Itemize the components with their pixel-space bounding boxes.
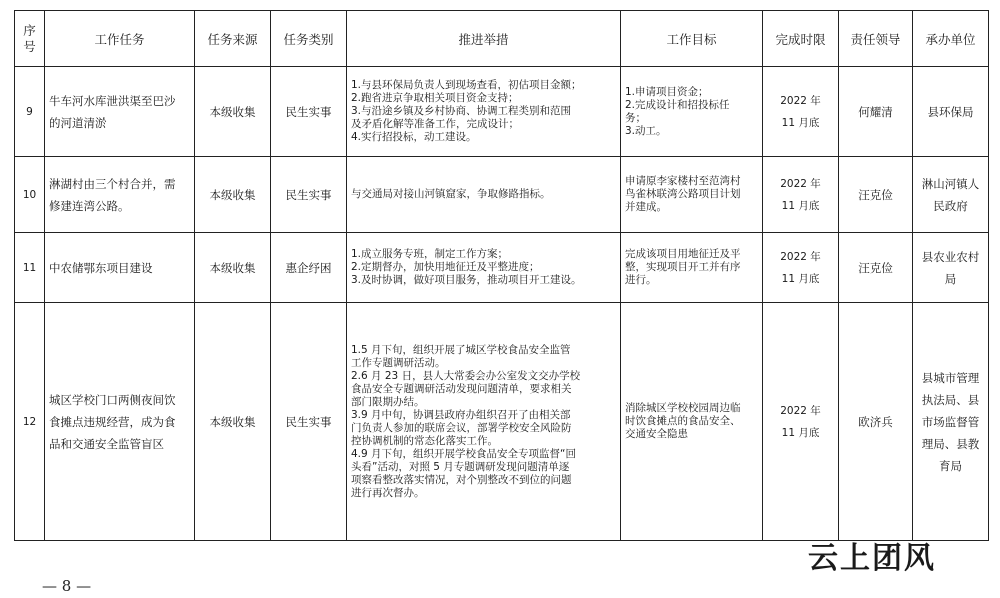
- page-number: — 8 —: [42, 577, 92, 595]
- measures-cell: [347, 157, 621, 233]
- measures-cell-line: 头看”活动，对照 5 月专题调研发现问题清单逐: [351, 460, 570, 473]
- measures-cell-line: 3.及时协调，做好项目服务，推动项目开工建设。: [351, 274, 582, 286]
- header-category: 任务类别: [271, 11, 347, 67]
- measures-cell: [347, 303, 621, 541]
- unit-cell: [913, 157, 989, 233]
- measures-cell-line: 部门限期办结。: [351, 395, 425, 408]
- measures-cell-line: 4.实行招投标，动工建设。: [351, 131, 477, 143]
- unit-cell: [913, 67, 989, 157]
- measures-cell-line: 项察看整改落实情况，对个别整改不到位的问题: [351, 473, 572, 486]
- measures-cell-line: 2.跑省进京争取相关项目资金支持；: [351, 92, 519, 104]
- unit-cell-line: 县城市管理: [921, 370, 980, 385]
- header-measures: 推进举措: [347, 11, 621, 67]
- unit-cell-line: 民政府: [933, 198, 968, 213]
- goal-cell-line: 3.动工。: [625, 124, 667, 137]
- source-cell: 本级收集: [195, 233, 271, 303]
- goal-cell-line: 完成该项目用地征迁及平: [625, 248, 741, 260]
- task-cell: [45, 303, 195, 541]
- measures-cell-line: 3.9 月中旬，协调县政府办组织召开了由相关部: [351, 408, 571, 421]
- goal-cell: [621, 303, 763, 541]
- deadline-cell-line: 11 月底: [781, 272, 820, 285]
- task-cell: [45, 233, 195, 303]
- source-cell: 本级收集: [195, 157, 271, 233]
- row-number: 12: [15, 303, 45, 541]
- header-goal: 工作目标: [621, 11, 763, 67]
- leader-cell: 欧济兵: [839, 303, 913, 541]
- table-row: [15, 67, 989, 157]
- deadline-cell: [763, 303, 839, 541]
- task-cell: [45, 157, 195, 233]
- task-cell: [45, 67, 195, 157]
- deadline-cell-line: 2022 年: [780, 94, 821, 107]
- task-cell-line: 修建连湾公路。: [49, 198, 130, 213]
- category-cell: 民生实事: [271, 303, 347, 541]
- goal-cell-line: 务；: [625, 111, 646, 124]
- deadline-cell-line: 11 月底: [781, 426, 820, 439]
- row-number: 10: [15, 157, 45, 233]
- row-number: 9: [15, 67, 45, 157]
- measures-cell-line: 2.定期督办，加快用地征迁及平整进度；: [351, 261, 540, 273]
- unit-cell-line: 执法局、县: [921, 392, 980, 407]
- measures-cell-line: 控协调机制的常态化落实工作。: [351, 434, 498, 447]
- goal-cell-line: 申请原李家楼村至范湾村: [625, 175, 741, 187]
- measures-cell-line: 工作专题调研活动。: [351, 356, 446, 369]
- goal-cell-line: 交通安全隐患: [625, 428, 688, 440]
- task-cell-line: 淋湖村由三个村合并，需: [49, 176, 176, 191]
- deadline-cell-line: 2022 年: [780, 250, 821, 263]
- measures-cell-line: 食品安全专题调研活动发现问题清单，要求相关: [351, 382, 572, 395]
- deadline-cell: [763, 233, 839, 303]
- task-cell-line: 城区学校门口两侧夜间饮: [49, 392, 176, 407]
- task-cell-line: 中农储鄂东项目建设: [49, 260, 153, 275]
- leader-cell: 汪克俭: [839, 157, 913, 233]
- unit-cell-line: 淋山河镇人: [921, 176, 980, 191]
- measures-cell-line: 与交通局对接山河镇窟家，争取修路指标。: [351, 188, 551, 200]
- goal-cell: [621, 67, 763, 157]
- table-body: [15, 67, 989, 541]
- source-cell: 本级收集: [195, 67, 271, 157]
- header-task: 工作任务: [45, 11, 195, 67]
- measures-cell-line: 1.5 月下旬，组织开展了城区学校食品安全监管: [351, 343, 571, 356]
- measures-cell: [347, 233, 621, 303]
- unit-cell-line: 县农业农村局: [921, 249, 980, 286]
- deadline-cell-line: 11 月底: [781, 199, 820, 212]
- measures-cell-line: 1.与县环保局负责人到现场查看，初估项目金额；: [351, 79, 582, 91]
- deadline-cell-line: 2022 年: [780, 177, 821, 190]
- table-row: [15, 233, 989, 303]
- header-deadline: 完成时限: [763, 11, 839, 67]
- goal-cell-line: 2.完成设计和招投标任: [625, 98, 730, 111]
- header-unit: 承办单位: [913, 11, 989, 67]
- measures-cell: [347, 67, 621, 157]
- measures-cell-line: 3.与沿途乡镇及乡村协商、协调工程类别和范围: [351, 105, 572, 117]
- deadline-cell: [763, 157, 839, 233]
- table-header: [15, 11, 989, 67]
- goal-cell-line: 时饮食摊点的食品安全、: [625, 415, 741, 427]
- goal-cell: [621, 157, 763, 233]
- unit-cell-line: 理局、县教: [921, 436, 980, 451]
- goal-cell-line: 进行。: [625, 274, 657, 286]
- goal-cell-line: 鸟雀林联湾公路项目计划: [625, 188, 741, 200]
- measures-cell-line: 及矛盾化解等准备工作，完成设计；: [351, 118, 519, 130]
- measures-cell-line: 1.成立服务专班，制定工作方案；: [351, 248, 509, 260]
- header-seq: 序号: [15, 11, 45, 67]
- row-number: 11: [15, 233, 45, 303]
- watermark-logo: 云上团风: [808, 541, 936, 576]
- task-cell-line: 食摊点违规经营，成为食: [49, 414, 176, 429]
- unit-cell-line: 市场监督管: [921, 414, 980, 429]
- deadline-cell-line: 11 月底: [781, 116, 820, 129]
- category-cell: 民生实事: [271, 157, 347, 233]
- unit-cell: [913, 233, 989, 303]
- goal-cell: [621, 233, 763, 303]
- deadline-cell-line: 2022 年: [780, 404, 821, 417]
- task-cell-line: 牛车河水库泄洪渠至巴沙: [49, 93, 176, 108]
- measures-cell-line: 2.6 月 23 日，县人大常委会办公室发文交办学校: [351, 369, 581, 382]
- measures-cell-line: 进行再次督办。: [351, 486, 425, 499]
- leader-cell: 何耀清: [839, 67, 913, 157]
- measures-cell-line: 4.9 月下旬，组织开展学校食品安全专项监督“回: [351, 447, 576, 460]
- table-row: [15, 303, 989, 541]
- goal-cell-line: 整，实现项目开工并有序: [625, 261, 741, 273]
- unit-cell-line: 育局: [939, 458, 962, 473]
- leader-cell: 汪克俭: [839, 233, 913, 303]
- deadline-cell: [763, 67, 839, 157]
- category-cell: 民生实事: [271, 67, 347, 157]
- category-cell: 惠企纾困: [271, 233, 347, 303]
- task-cell-line: 的河道清淤: [49, 115, 107, 130]
- goal-cell-line: 并建成。: [625, 201, 667, 213]
- work-plan-table: [14, 10, 989, 541]
- header-source: 任务来源: [195, 11, 271, 67]
- task-cell-line: 品和交通安全监管盲区: [49, 436, 164, 451]
- goal-cell-line: 1.申请项目资金；: [625, 85, 709, 98]
- unit-cell: [913, 303, 989, 541]
- header-leader: 责任领导: [839, 11, 913, 67]
- measures-cell-line: 门负责人参加的联席会议，部署学校安全风险防: [351, 421, 572, 434]
- source-cell: 本级收集: [195, 303, 271, 541]
- unit-cell-line: 县环保局: [927, 104, 974, 119]
- table-row: [15, 157, 989, 233]
- goal-cell-line: 消除城区学校校园周边临: [625, 402, 741, 414]
